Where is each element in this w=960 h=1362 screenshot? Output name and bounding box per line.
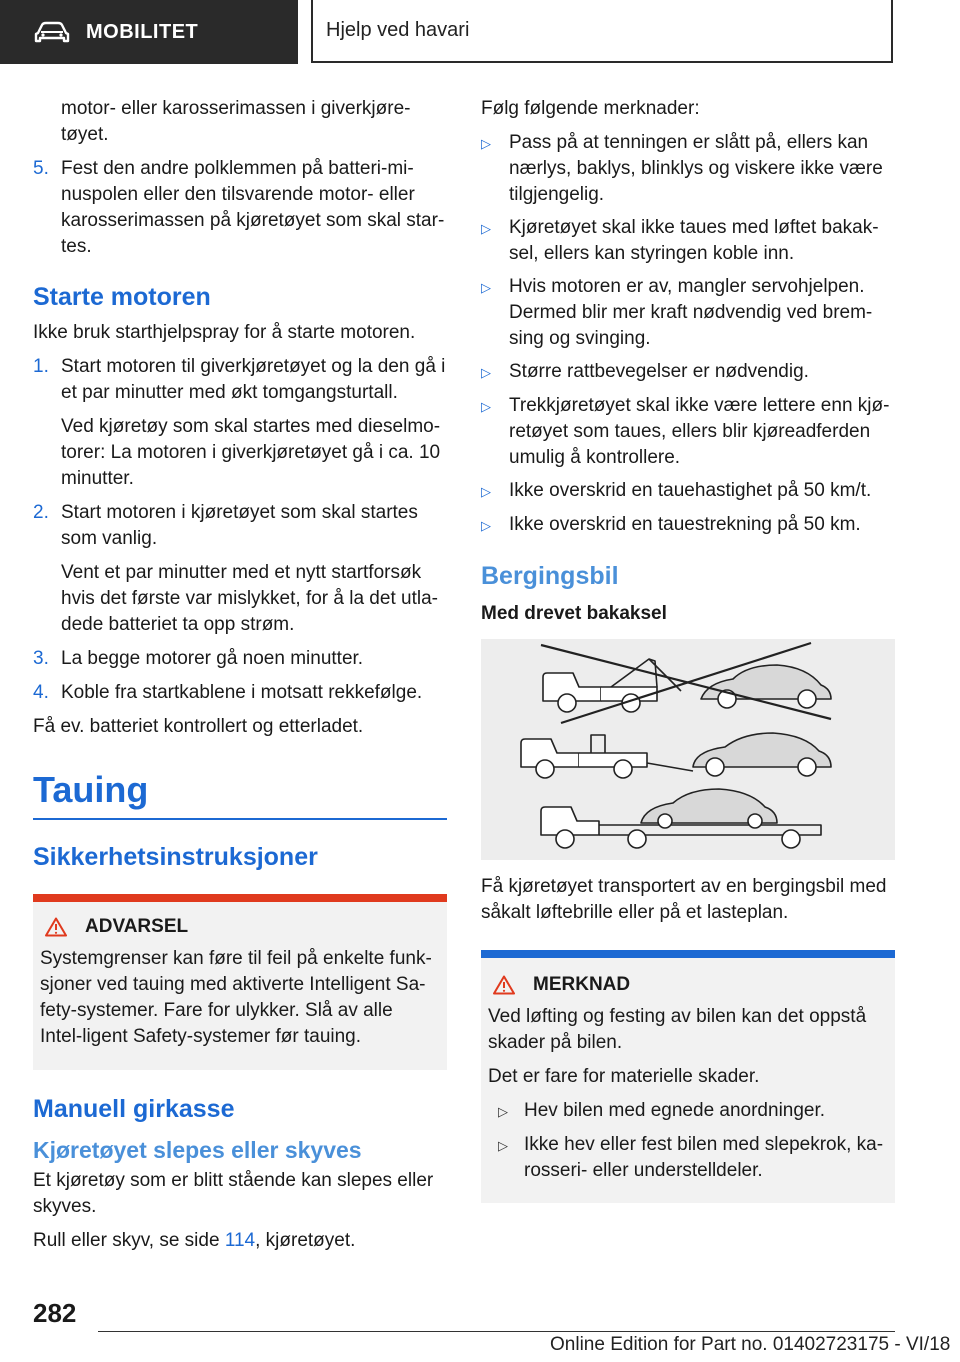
step-item [33, 156, 447, 260]
footer-divider [98, 1331, 895, 1332]
section-title: MOBILITET [86, 20, 199, 43]
warning-title-text: ADVARSEL [85, 916, 189, 937]
step-extra-text: Vent et par minutter med et nytt startforsøk hvis det første var mislykket, for å la det utla-dede batteriet ta opp strøm. [61, 562, 438, 635]
subheading-drevet-bakaksel: Med drevet bakaksel [481, 603, 667, 624]
heading-tauing: Tauing [33, 768, 447, 820]
note-title [488, 974, 888, 996]
triangle-bullet-icon: ▷ [481, 365, 491, 380]
step-number: 5. [33, 158, 49, 179]
list-item-text: Ikke overskrid en tauehastighet på 50 km/t. [509, 480, 872, 501]
triangle-bullet-icon: ▷ [481, 484, 491, 499]
list-item [488, 1132, 888, 1184]
section-tab[interactable] [0, 0, 298, 64]
step-extra-text: Ved kjøretøy som skal startes med dieselmo-torer: La motoren i giverkjøretøyet gå i ca. 10 minutter. [61, 416, 441, 489]
list-item-text: Større rattbevegelser er nødvendig. [509, 361, 809, 382]
left-column [33, 96, 447, 1262]
triangle-bullet-icon: ▷ [481, 280, 491, 295]
warning-title [40, 916, 440, 938]
list-item-text: Hev bilen med egnede anordninger. [524, 1100, 826, 1121]
rull-text [33, 1228, 447, 1254]
triangle-bullet-icon: ▷ [498, 1138, 508, 1153]
step-text: La begge motorer gå noen minutter. [61, 648, 364, 669]
rull-prefix: Rull eller skyv, se side [33, 1230, 225, 1251]
step-number: 4. [33, 682, 49, 703]
chapter-title: Hjelp ved havari [326, 19, 470, 41]
step-number: 3. [33, 648, 49, 669]
note-text: Det er fare for materielle skader. [488, 1066, 760, 1087]
rull-suffix: , kjøretøyet. [255, 1230, 356, 1251]
heading-slepes-skyves: Kjøretøyet slepes eller skyves [33, 1137, 362, 1163]
continued-step-text: motor- eller karosserimassen i giverkjøre-tøyet. [61, 98, 411, 145]
heading-manuell-girkasse: Manuell girkasse [33, 1095, 235, 1123]
step-item [33, 646, 447, 672]
tow-truck-diagram [481, 639, 895, 860]
warning-text: Systemgrenser kan føre til feil på enkelte funk-sjoner ved tauing med aktiverte Intelligent Sa-fety-systemer. Fare for ulykker. Slå av alle Intel-ligent Safety-systemer før tauing. [40, 948, 432, 1047]
intro-text: Ikke bruk starthjelpspray for å starte motoren. [33, 322, 416, 343]
list-item [481, 512, 895, 539]
list-item [481, 215, 895, 267]
after-steps-text: Få ev. batteriet kontrollert og etterladet. [33, 716, 364, 737]
heading-starte-motoren: Starte motoren [33, 283, 211, 311]
list-item-text: Hvis motoren er av, mangler servohjelpen. Dermed blir mer kraft nødvendig ved brem-sing og svinging. [509, 276, 873, 349]
warning-triangle-icon [45, 917, 67, 937]
illustration-caption: Få kjøretøyet transportert av en bergingsbil med såkalt løftebrille eller på et lasteplan. [481, 876, 887, 923]
list-item [488, 1098, 888, 1125]
step-item [33, 680, 447, 706]
list-item [481, 359, 895, 386]
list-item-text: Kjøretøyet skal ikke taues med løftet bakak-sel, ellers kan styringen koble inn. [509, 217, 879, 264]
triangle-bullet-icon: ▷ [481, 399, 491, 414]
right-column [481, 96, 895, 1203]
step-item [33, 354, 447, 492]
list-item-text: Pass på at tenningen er slått på, ellers kan nærlys, baklys, blinklys og viskere ikke være tilgjengelig. [509, 132, 883, 205]
note-title-text: MERKNAD [533, 974, 631, 995]
warning-triangle-icon [493, 975, 515, 995]
page-header [0, 0, 960, 66]
heading-sikkerhetsinstruksjoner: Sikkerhetsinstruksjoner [33, 843, 318, 871]
step-number: 2. [33, 502, 49, 523]
list-item-text: Ikke overskrid en tauestrekning på 50 km. [509, 514, 861, 535]
step-text: Start motoren til giverkjøretøyet og la den gå i et par minutter med økt tomgangsturtall. [61, 356, 446, 403]
list-item [481, 393, 895, 471]
triangle-bullet-icon: ▷ [481, 518, 491, 533]
step-text: Koble fra startkablene i motsatt rekkefølge. [61, 682, 423, 703]
triangle-bullet-icon: ▷ [481, 221, 491, 236]
warning-box [33, 894, 447, 1070]
step-text: Fest den andre polklemmen på batteri-mi-nuspolen eller den tilsvarende motor- eller karosserimassen på kjøretøyet som skal star-tes. [61, 158, 445, 257]
list-item [481, 130, 895, 208]
page-number: 282 [33, 1298, 77, 1328]
list-item-text: Ikke hev eller fest bilen med slepekrok, ka-rosseri- eller understelldeler. [524, 1134, 884, 1181]
chapter-tab[interactable] [311, 0, 893, 63]
slepes-text: Et kjøretøy som er blitt stående kan slepes eller skyves. [33, 1170, 434, 1217]
list-item-text: Trekkjøretøyet skal ikke være lettere enn kjø-retøyet som taues, ellers blir kjøreadferden umulig å kontrollere. [509, 395, 890, 468]
triangle-bullet-icon: ▷ [481, 136, 491, 151]
note-box [481, 950, 895, 1203]
list-item [481, 274, 895, 352]
note-text: Ved løfting og festing av bilen kan det oppstå skader på bilen. [488, 1006, 867, 1053]
step-number: 1. [33, 356, 49, 377]
towing-illustration [481, 639, 895, 860]
page-link-114[interactable]: 114 [224, 1230, 256, 1251]
heading-bergingsbil: Bergingsbil [481, 562, 619, 590]
step-text: Start motoren i kjøretøyet som skal startes som vanlig. [61, 502, 418, 549]
car-icon [34, 20, 70, 44]
list-item [481, 478, 895, 505]
step-item [33, 500, 447, 638]
notes-intro: Følg følgende merknader: [481, 98, 700, 119]
triangle-bullet-icon: ▷ [498, 1104, 508, 1119]
footer-edition: Online Edition for Part no. 01402723175 - VI/18 [550, 1334, 951, 1355]
